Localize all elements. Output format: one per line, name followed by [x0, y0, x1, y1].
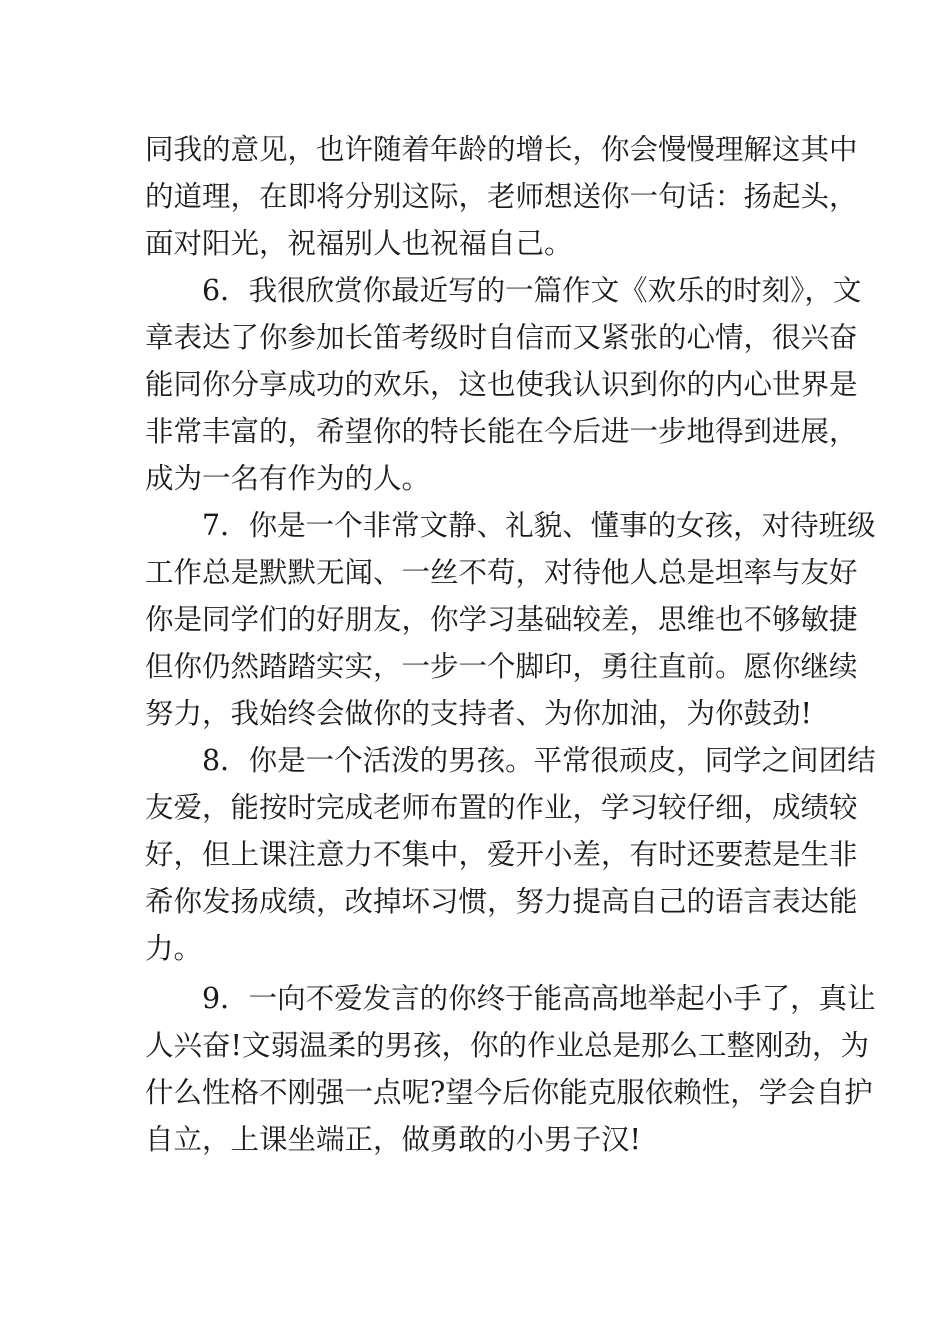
text-line: 力。: [145, 932, 203, 965]
paragraph-8-first-line: 8．你是一个活泼的男孩。平常很顽皮，同学之间团结: [202, 744, 876, 777]
text-line: 希你发扬成绩，改掉坏习惯，努力提高自己的语言表达能: [145, 885, 858, 918]
text-line: 自立，上课坐端正，做勇敢的小男子汉!: [145, 1123, 641, 1156]
text-line: 面对阳光，祝福别人也祝福自己。: [145, 227, 573, 260]
text-line: 友爱，能按时完成老师布置的作业，学习较仔细，成绩较: [145, 791, 858, 824]
paragraph-7-first-line: 7．你是一个非常文静、礼貌、懂事的女孩，对待班级: [202, 509, 876, 542]
text-line: 的道理，在即将分别这际，老师想送你一句话：扬起头，: [145, 180, 858, 213]
text-line: 好，但上课注意力不集中，爱开小差，有时还要惹是生非: [145, 838, 858, 871]
text-line: 工作总是默默无闻、一丝不苟，对待他人总是坦率与友好: [145, 556, 858, 589]
text-line: 人兴奋!文弱温柔的男孩，你的作业总是那么工整刚劲，为: [145, 1029, 869, 1062]
text-line: 但你仍然踏踏实实，一步一个脚印，勇往直前。愿你继续: [145, 650, 858, 683]
text-line: 努力，我始终会做你的支持者、为你加油，为你鼓劲!: [145, 697, 812, 730]
text-line: 能同你分享成功的欢乐，这也使我认识到你的内心世界是: [145, 368, 858, 401]
paragraph-6-first-line: 6．我很欣赏你最近写的一篇作文《欢乐的时刻》，文: [202, 274, 862, 307]
text-line: 章表达了你参加长笛考级时自信而又紧张的心情，很兴奋: [145, 321, 858, 354]
text-line: 什么性格不刚强一点呢?望今后你能克服依赖性，学会自护: [145, 1076, 873, 1109]
text-line: 同我的意见，也许随着年龄的增长，你会慢慢理解这其中: [145, 133, 858, 166]
text-line: 你是同学们的好朋友，你学习基础较差，思维也不够敏捷: [145, 603, 858, 636]
paragraph-9-first-line: 9．一向不爱发言的你终于能高高地举起小手了，真让: [202, 982, 876, 1015]
text-line: 非常丰富的，希望你的特长能在今后进一步地得到进展，: [145, 415, 858, 448]
text-line: 成为一名有作为的人。: [145, 462, 431, 495]
document-body: [145, 126, 876, 1163]
